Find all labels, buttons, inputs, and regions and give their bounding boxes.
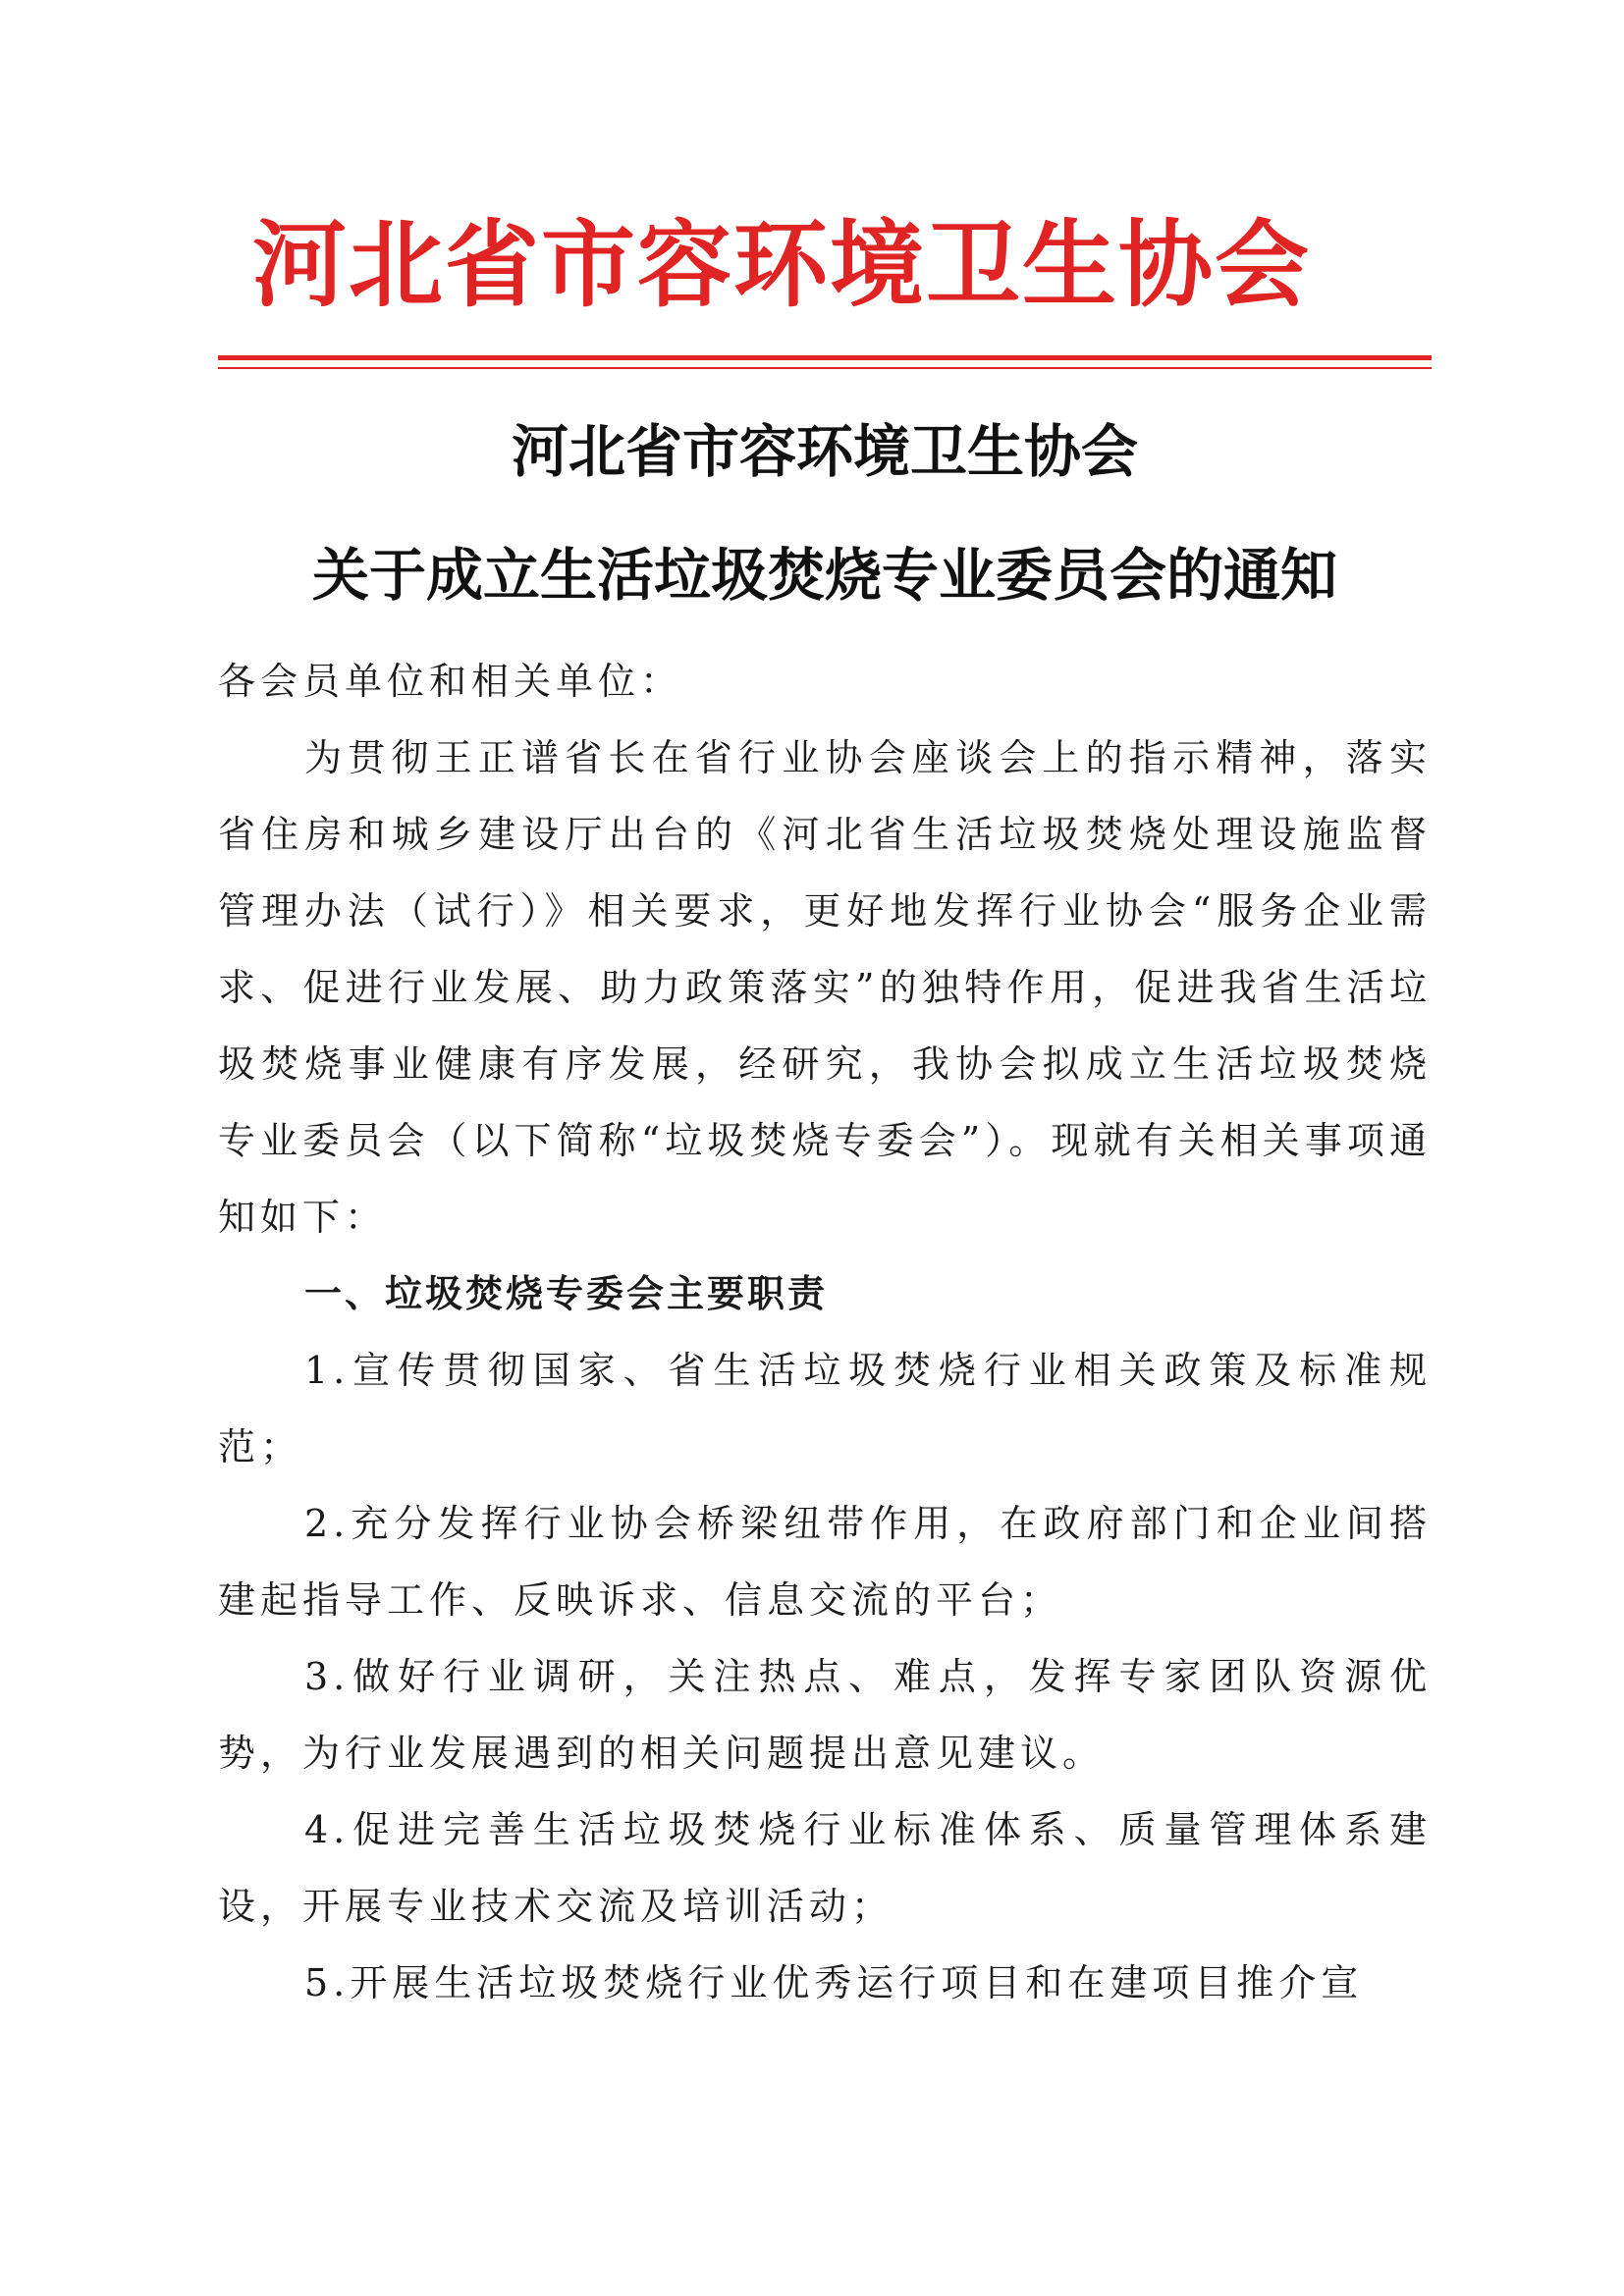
list-item: 4.促进完善生活垃圾焚烧行业标准体系、质量管理体系建设，开展专业技术交流及培训活动； (218, 1808, 1432, 1928)
masthead-divider-thin (218, 367, 1432, 369)
document-body (218, 643, 1432, 2021)
list-item: 5.开展生活垃圾焚烧行业优秀运行项目和在建项目推介宣 (304, 1961, 1364, 2004)
intro-paragraph: 为贯彻王正谱省长在省行业协会座谈会上的指示精神，落实省住房和城乡建设厅出台的《河北省生活垃圾焚烧处理设施监督管理办法（试行）》相关要求，更好地发挥行业协会“服务企业需求、促进行业发展、助力政策落实”的独特作用，促进我省生活垃圾焚烧事业健康有序发展，经研究，我协会拟成立生活垃圾焚烧专业委员会（以下简称“垃圾焚烧专委会”）。现就有关相关事项通知如下： (218, 736, 1432, 1239)
list-item: 1.宣传贯彻国家、省生活垃圾焚烧行业相关政策及标准规范； (218, 1349, 1432, 1468)
list-item: 3.做好行业调研，关注热点、难点，发挥专家团队资源优势，为行业发展遇到的相关问题提出意见建议。 (218, 1655, 1432, 1775)
salutation: 各会员单位和相关单位： (218, 660, 683, 703)
section-heading-responsibilities: 一、垃圾焚烧专委会主要职责 (304, 1272, 829, 1315)
document-title-line-1: 河北省市容环境卫生协会 (511, 418, 1138, 485)
masthead-divider-thick (218, 355, 1432, 360)
masthead-organization-name: 河北省市容环境卫生协会 (252, 209, 1311, 320)
list-item: 2.充分发挥行业协会桥梁纽带作用，在政府部门和企业间搭建起指导工作、反映诉求、信息交流的平台； (218, 1502, 1432, 1622)
document-title-line-2: 关于成立生活垃圾焚烧专业委员会的通知 (311, 542, 1337, 609)
